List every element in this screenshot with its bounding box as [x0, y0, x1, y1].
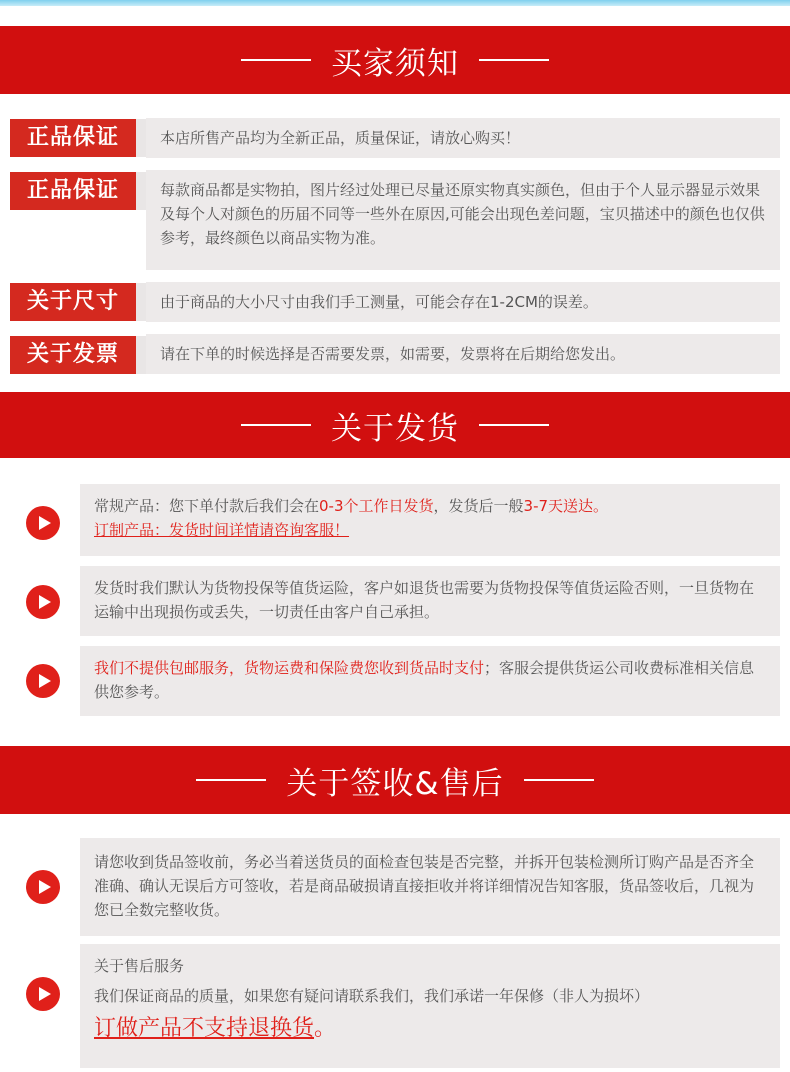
notice-text: 每款商品都是实物拍，图片经过处理已尽量还原实物真实颜色，但由于个人显示器显示效果及每个人对颜色的历届不同等一些外在原因,可能会出现色差问题，宝贝描述中的颜色也仅供参考，最终颜色以商品实物为准。: [146, 170, 780, 270]
after-sales-text: 我们保证商品的质量，如果您有疑问请联系我们，我们承诺一年保修（非人为损坏）: [94, 987, 650, 1005]
section-banner-shipping: [0, 392, 790, 458]
banner-left-line: [196, 779, 266, 781]
top-strip: [0, 0, 790, 6]
no-return-notice: 订做产品不支持退换货。: [94, 1016, 337, 1041]
banner-left-line: [241, 59, 311, 61]
notice-text: 请在下单的时候选择是否需要发票，如需要，发票将在后期给您发出。: [146, 334, 780, 374]
notice-text: 由于商品的大小尺寸由我们手工测量，可能会存在1-2CM的误差。: [146, 282, 780, 322]
banner-right-line: [479, 424, 549, 426]
section-banner-signing: [0, 746, 790, 814]
banner-left-line: [241, 424, 311, 426]
notice-text: 本店所售产品均为全新正品，质量保证，请放心购买！: [146, 118, 780, 158]
notice-tag: 正品保证: [10, 172, 136, 210]
banner-right-line: [524, 779, 594, 781]
shipping-item: 发货时我们默认为货物投保等值货运险，客户如退货也需要为货物投保等值货运险否则，一旦货物在运输中出现损伤或丢失，一切责任由客户自己承担。: [80, 566, 780, 636]
play-circle-icon: [26, 977, 60, 1011]
section-title: 关于发货: [331, 410, 459, 447]
signing-item: 请您收到货品签收前，务必当着送货员的面检查包装是否完整，并拆开包装检测所订购产品是否齐全准确、确认无误后方可签收，若是商品破损请直接拒收并将详细情况告知客服，货品签收后，几视为您已全数完整收货。: [80, 838, 780, 936]
shipping-custom-line: 订制产品：发货时间详情请咨询客服！: [94, 521, 350, 539]
notice-tag: 关于发票: [10, 336, 136, 374]
shipping-fee-note: ；客服会提供货运公司收费标准相关信息供您参考。: [94, 659, 755, 701]
shipping-item: [80, 646, 780, 716]
shipping-regular-line: 常规产品：您下单付款后我们会在0-3个工作日发货，发货后一般3-7天送达。: [94, 497, 609, 515]
play-circle-icon: [26, 664, 60, 698]
shipping-fee-emphasis: 我们不提供包邮服务，货物运费和保险费您收到货品时支付: [94, 659, 485, 677]
section-title: 关于签收&售后: [286, 765, 504, 802]
notice-tag: 关于尺寸: [10, 283, 136, 321]
banner-right-line: [479, 59, 549, 61]
section-title: 买家须知: [331, 45, 459, 82]
play-circle-icon: [26, 506, 60, 540]
section-banner-notice: [0, 26, 790, 94]
play-circle-icon: [26, 870, 60, 904]
notice-tag: 正品保证: [10, 119, 136, 157]
signing-item: [80, 944, 780, 1068]
after-sales-heading: 关于售后服务: [94, 957, 185, 975]
play-circle-icon: [26, 585, 60, 619]
shipping-item: [80, 484, 780, 556]
